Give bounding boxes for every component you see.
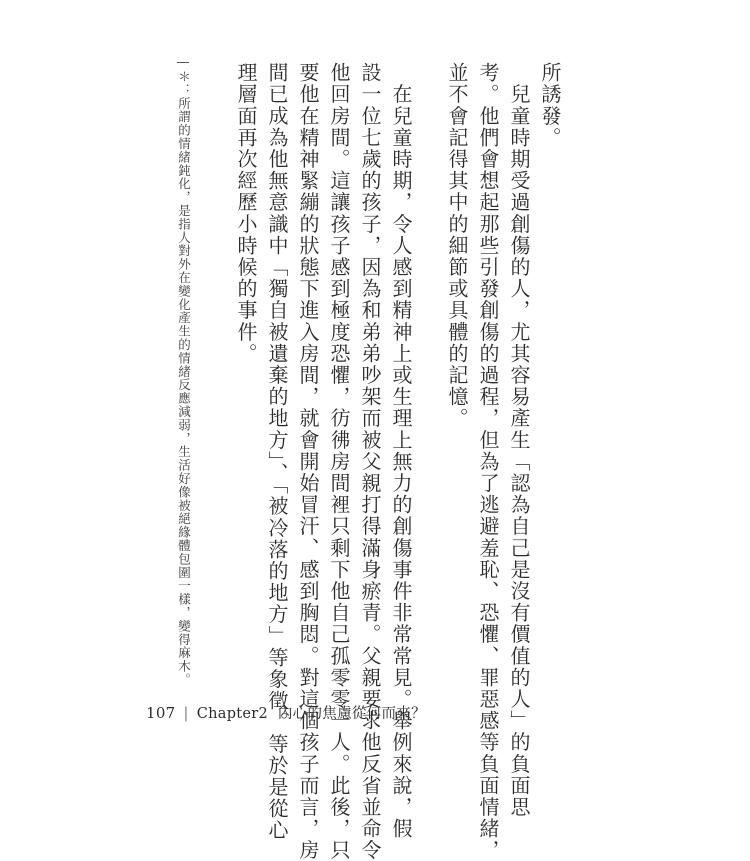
footer-separator: | (183, 706, 189, 722)
chapter-label: Chapter2 (196, 706, 269, 722)
text-column-2: 兒童時期受過創傷的人，尤其容易產生「認為自己是沒有價值的人」的負面思 (507, 62, 531, 818)
text-column-1: 所誘發。 (538, 62, 562, 149)
footnote-divider (177, 62, 189, 63)
text-column-8: 要他在精神緊繃的狀態下進入房間，就會開始冒汗、感到胸悶。對這個孩子而言，房 (296, 62, 320, 861)
text-column-4: 並不會記得其中的細節或具體的記憶。 (445, 62, 469, 430)
chapter-title: 內心的焦慮從何而來？ (277, 706, 426, 722)
text-column-9: 間已成為他無意識中「獨自被遺棄的地方」、「被冷落的地方」等象徵。等於是從心 (265, 62, 289, 842)
text-column-6: 設一位七歲的孩子，因為和弟弟吵架而被父親打得滿身瘀青。父親要求他反省並命令 (358, 62, 382, 861)
page-footer (146, 702, 426, 723)
text-column-10: 理層面再次經歷小時候的事件。 (234, 62, 258, 365)
text-column-5: 在兒童時期，令人感到精神上或生理上無力的創傷事件非常常見。舉例來說，假 (389, 62, 413, 840)
footnote: ＊：所謂的情緒鈍化，是指人對外在變化產生的情緒反應減弱，生活好像被絕緣體包圍一樣，變得麻木。 (176, 70, 192, 687)
text-column-7: 他回房間。這讓孩子感到極度恐懼，彷彿房間裡只剩下他自己孤零零一人。此後，只 (327, 62, 351, 861)
page-number: 107 (146, 704, 176, 722)
text-column-3: 考。他們會想起那些引發創傷的過程，但為了逃避羞恥、恐懼、罪惡感等負面情緒， (476, 62, 500, 861)
